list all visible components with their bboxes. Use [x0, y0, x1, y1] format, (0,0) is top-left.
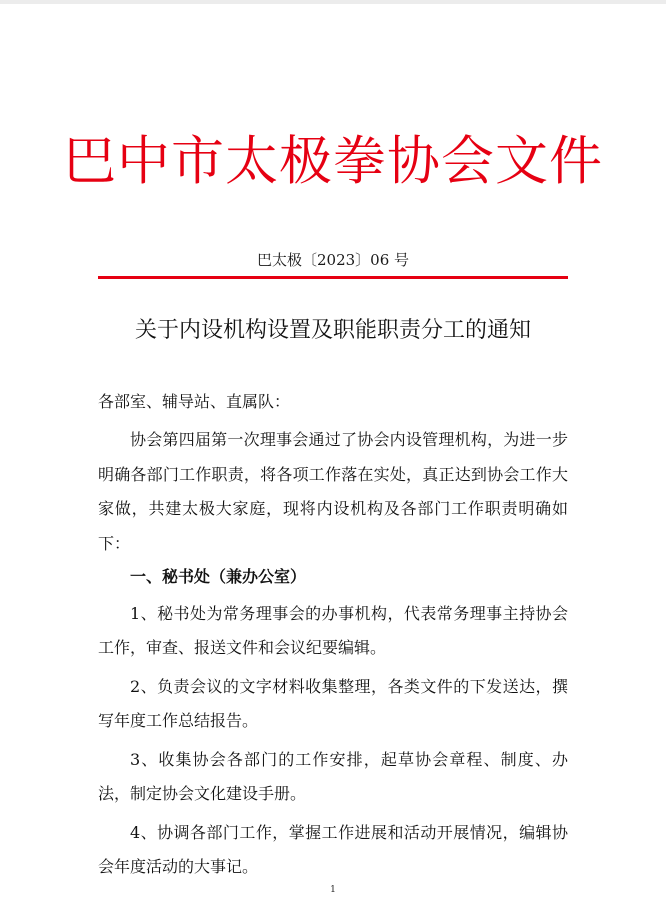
section-heading: 一、秘书处（兼办公室）	[130, 567, 307, 586]
viewer-top-strip	[0, 0, 666, 4]
section-item: 1、秘书处为常务理事会的办事机构，代表常务理事主持协会工作，审查、报送文件和会议纪要编辑。	[98, 604, 568, 657]
page-number: 1	[330, 885, 336, 895]
document-title: 关于内设机构设置及职能职责分工的通知	[134, 318, 531, 343]
salutation: 各部室、辅导站、直属队：	[98, 392, 291, 411]
intro-paragraph: 协会第四届第一次理事会通过了协会内设管理机构，为进一步明确各部门工作职责，将各项工作落在实处，真正达到协会工作大家做，共建太极大家庭，现将内设机构及各部门工作职责明确如下：	[98, 430, 568, 553]
section-item: 2、负责会议的文字材料收集整理，各类文件的下发送达，撰写年度工作总结报告。	[98, 677, 568, 730]
document-masthead: 巴中市太极拳协会文件	[63, 131, 603, 192]
section-item: 3、收集协会各部门的工作安排，起草协会章程、制度、办法，制定协会文化建设手册。	[98, 750, 568, 803]
section-items	[98, 597, 568, 889]
red-divider-line	[98, 276, 568, 279]
section-item: 4、协调各部门工作，掌握工作进展和活动开展情况，编辑协会年度活动的大事记。	[98, 823, 568, 876]
document-number: 巴太极〔2023〕06 号	[256, 251, 410, 269]
intro-paragraph-block	[98, 423, 568, 561]
